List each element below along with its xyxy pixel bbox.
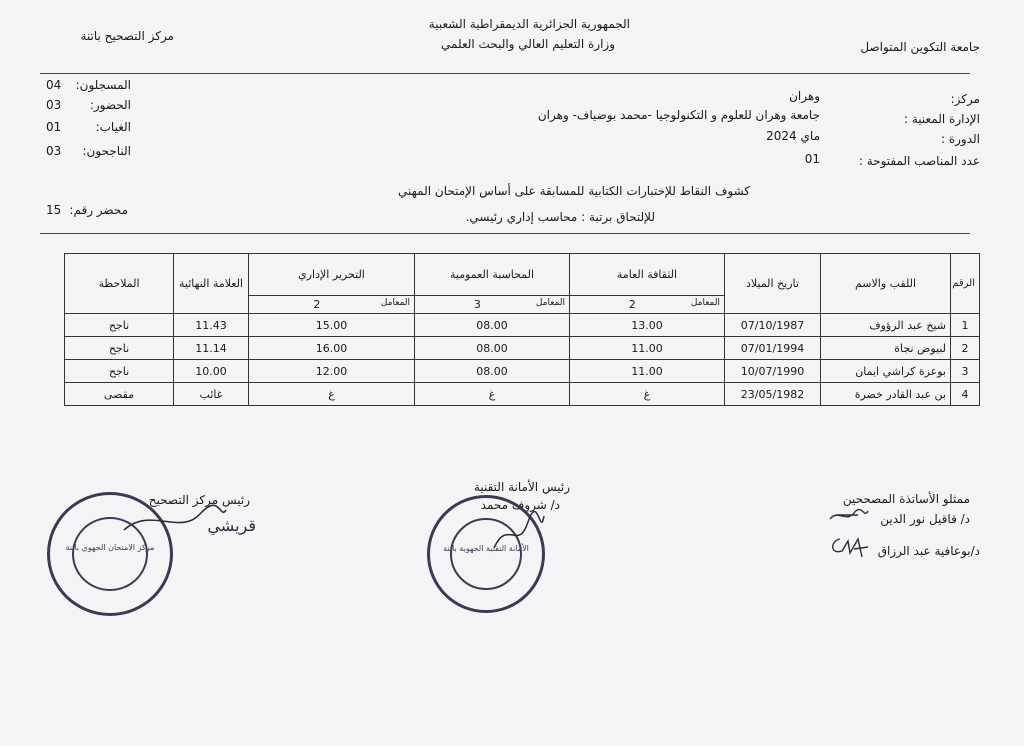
table-row	[65, 383, 980, 406]
table-row	[65, 337, 980, 360]
cell-accounting: 08.00	[415, 360, 570, 383]
center-head-name: قريشي	[207, 516, 256, 535]
positions-value: 01	[804, 152, 820, 166]
cell-final: 10.00	[174, 360, 249, 383]
cell-writing: 16.00	[249, 337, 415, 360]
cell-num: 1	[951, 314, 980, 337]
header-public-accounting: المحاسبة العمومية	[415, 254, 570, 296]
cell-general: 13.00	[570, 314, 725, 337]
cell-birth: 07/01/1994	[725, 337, 821, 360]
cell-remark: مقصى	[65, 383, 174, 406]
positions-label: عدد المناصب المفتوحة :	[858, 154, 980, 168]
center-head-signature	[120, 500, 230, 540]
cell-final: غائب	[174, 383, 249, 406]
cell-remark: ناجح	[65, 337, 174, 360]
header-num: الرقم	[951, 254, 980, 314]
cell-final: 11.43	[174, 314, 249, 337]
cell-writing: غ	[249, 383, 415, 406]
cell-num: 4	[951, 383, 980, 406]
cell-final: 11.14	[174, 337, 249, 360]
republic-title: الجمهورية الجزائرية الديمقراطية الشعبية	[428, 17, 630, 31]
header-birth: تاريخ الميلاد	[725, 254, 821, 314]
coef-writing: المعامل 2	[249, 296, 415, 314]
header-final-mark: العلامة النهائية	[174, 254, 249, 314]
university-name: جامعة التكوين المتواصل	[860, 40, 980, 54]
cell-writing: 12.00	[249, 360, 415, 383]
header-remark: الملاحظة	[65, 254, 174, 314]
table-row	[65, 314, 980, 337]
cell-accounting: 08.00	[415, 314, 570, 337]
ministry-title: وزارة التعليم العالي والبحث العلمي	[441, 37, 615, 51]
cell-name: بوعزة كراشي ايمان	[821, 360, 951, 383]
cell-num: 3	[951, 360, 980, 383]
teacher-2-name: د/بوعافية عبد الرزاق	[877, 544, 980, 558]
administration-value: جامعة وهران للعلوم و التكنولوجيا -محمد بوضياف- وهران	[537, 108, 820, 122]
cell-birth: 10/07/1990	[725, 360, 821, 383]
cell-general: 11.00	[570, 337, 725, 360]
document-subtitle: للإلتحاق برتبة : محاسب إداري رئيسي.	[465, 210, 655, 224]
technical-head-name: د/ شروف محمد	[480, 498, 560, 512]
technical-head-signature	[488, 508, 548, 558]
session-value: ماي 2024	[766, 129, 820, 143]
administration-label: الإدارة المعنية :	[903, 112, 980, 126]
header-divider	[40, 73, 970, 74]
registered-label: المسجلون:	[75, 78, 131, 92]
header-admin-writing: التحرير الإداري	[249, 254, 415, 296]
technical-head-title: رئيس الأمانة التقنية	[473, 480, 570, 494]
teachers-title: ممثلو الأساتذة المصححين	[842, 492, 970, 506]
left-stamp-text: مركز الامتحان الجهوي باتنة	[65, 543, 155, 552]
correction-center: مركز التصحيح باتنة	[80, 29, 174, 43]
cell-remark: ناجح	[65, 314, 174, 337]
cell-general: 11.00	[570, 360, 725, 383]
cell-remark: ناجح	[65, 360, 174, 383]
teacher-1-name: د/ قاقيل نور الدين	[880, 512, 970, 526]
present-value: 03	[46, 98, 62, 112]
absent-value: 01	[46, 120, 62, 134]
center-head-title: رئيس مركز التصحيح	[148, 493, 250, 507]
header-general-culture: الثقافة العامة	[570, 254, 725, 296]
passed-label: الناجحون:	[82, 144, 131, 158]
cell-writing: 15.00	[249, 314, 415, 337]
cell-accounting: غ	[415, 383, 570, 406]
present-label: الحضور:	[89, 98, 131, 112]
session-label: الدورة :	[940, 132, 980, 146]
cell-birth: 07/10/1987	[725, 314, 821, 337]
middle-stamp-text: الأمانة التقنية الجهوية باتنة	[443, 544, 529, 553]
document-title: كشوف النقاط للإختبارات الكتابية للمسابقة على أساس الإمتحان المهني	[398, 184, 750, 198]
coef-accounting: المعامل 3	[415, 296, 570, 314]
center-value: وهران	[789, 89, 820, 103]
cell-num: 2	[951, 337, 980, 360]
coef-general: المعامل 2	[570, 296, 725, 314]
grades-table	[64, 253, 980, 406]
center-label: مركز:	[950, 92, 980, 106]
cell-name: بن عبد القادر خضرة	[821, 383, 951, 406]
cell-accounting: 08.00	[415, 337, 570, 360]
teacher-2-signature	[826, 533, 870, 563]
cell-general: غ	[570, 383, 725, 406]
cell-name: لبيوض نجاة	[821, 337, 951, 360]
absent-label: الغياب:	[95, 120, 131, 134]
report-label: محضر رقم:	[69, 203, 128, 217]
title-divider	[40, 233, 970, 234]
cell-name: شيخ عبد الرؤوف	[821, 314, 951, 337]
passed-value: 03	[46, 144, 62, 158]
registered-value: 04	[46, 78, 62, 92]
header-name: اللقب والاسم	[821, 254, 951, 314]
report-value: 15	[46, 203, 62, 217]
teacher-1-signature	[828, 505, 870, 527]
table-row	[65, 360, 980, 383]
cell-birth: 23/05/1982	[725, 383, 821, 406]
